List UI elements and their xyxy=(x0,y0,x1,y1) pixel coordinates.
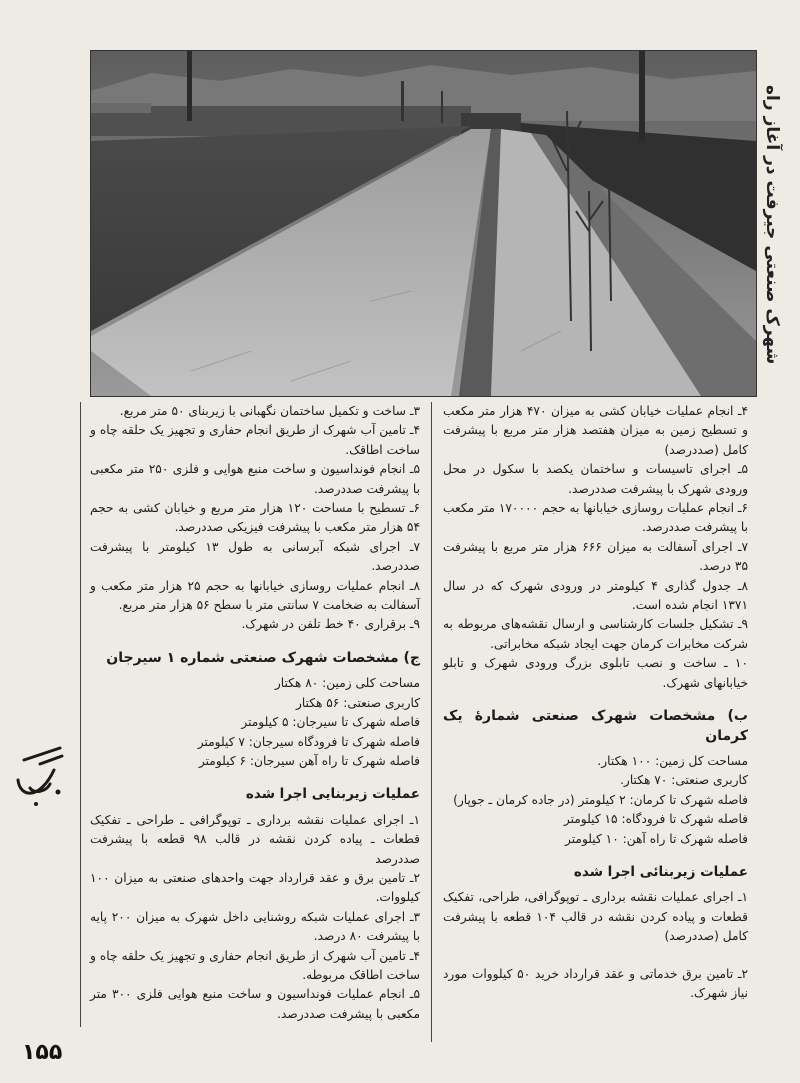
list-item: ۴ـ تامین آب شهرک از طریق انجام حفاری و تجهیز یک حلقه چاه و ساخت اطاقک. xyxy=(90,423,420,457)
section-heading: ج) مشخصات شهرک صنعتی شماره ۱ سیرجان xyxy=(106,649,420,666)
spacer xyxy=(443,947,748,965)
spec-line: فاصله شهرک تا راه آهن سیرجان: ۶ کیلومتر xyxy=(198,753,420,768)
spec-line: مساحت کل زمین: ۱۰۰ هکتار. xyxy=(597,753,748,768)
list-item: ۹ـ تشکیل جلسات کارشناسی و ارسال نقشه‌های مربوطه به شرکت مخابرات کرمان جهت ایجاد شبکه مخابراتی. xyxy=(443,617,748,651)
spec-line: فاصله شهرک تا فرودگاه: ۱۵ کیلومتر xyxy=(563,812,748,827)
ops-heading: عملیات زیربنائی اجرا شده xyxy=(573,863,748,880)
list-item: ۴ـ تامین آب شهرک از طریق انجام حفاری و تجهیز یک حلقه چاه و ساخت اطاقک مربوطه. xyxy=(90,948,420,982)
list-item: ۶ـ انجام عملیات روسازی خیابانها به حجم ۱۷۰۰۰۰ متر مکعب با پیشرفت صددرصد. xyxy=(443,501,748,535)
list-item: ۱۰ ـ ساخت و نصب تابلوی بزرگ ورودی شهرک و تابلو خیابانهای شهرک. xyxy=(443,656,748,690)
right-column xyxy=(443,402,748,1003)
spec-line: کاربری صنعتی: ۷۰ هکتار. xyxy=(620,773,748,788)
spec-line: فاصله شهرک تا راه آهن: ۱۰ کیلومتر xyxy=(565,831,748,846)
list-item: ۲ـ تامین برق خدماتی و عقد قرارداد خرید ۵۰ کیلووات مورد نیاز شهرک. xyxy=(443,966,748,1000)
photo-caption: شهرک صنعتی جیرفت در آغاز راه xyxy=(762,85,782,365)
spec-line: فاصله شهرک تا فرودگاه سیرجان: ۷ کیلومتر xyxy=(197,734,420,749)
page-number: ۱۵۵ xyxy=(22,1040,63,1065)
column-divider xyxy=(431,402,432,1042)
list-item: ۱ـ اجرای عملیات نقشه برداری ـ توپوگرافی ـ طراحی ـ تفکیک قطعات ـ پیاده کردن نقشه در قالب ۹۸ قطعه با پیشرفت صددرصد xyxy=(90,812,420,866)
section-heading: ب) مشخصات شهرک صنعتی شمارهٔ یک کرمان xyxy=(443,708,748,744)
spec-line: فاصله شهرک تا کرمان: ۲ کیلومتر (در جاده کرمان ـ جوپار) xyxy=(453,792,748,807)
spec-line: کاربری صنعتی: ۵۶ هکتار xyxy=(295,695,420,710)
list-item: ۷ـ اجرای شبکه آبرسانی به طول ۱۳ کیلومتر با پیشرفت صددرصد. xyxy=(90,539,420,574)
magazine-logo xyxy=(10,740,72,810)
ops-heading: عملیات زیربنایی اجرا شده xyxy=(245,786,420,803)
list-item: ۲ـ تامین برق و عقد قرارداد جهت واحدهای صنعتی به میزان ۱۰۰ کیلووات. xyxy=(90,870,420,905)
list-item: ۳ـ ساخت و تکمیل ساختمان نگهبانی با زیربنای ۵۰ متر مربع. xyxy=(119,404,420,418)
left-column xyxy=(90,402,420,1024)
list-item: ۹ـ برقراری ۴۰ خط تلفن در شهرک. xyxy=(241,617,420,632)
list-item: ۸ـ انجام عملیات روسازی خیابانها به حجم ۲۵ هزار متر مکعب و آسفالت به ضخامت ۷ سانتی متر با سطح ۵۶ هزار متر مربع. xyxy=(90,578,420,613)
spec-line: فاصله شهرک تا سیرجان: ۵ کیلومتر xyxy=(241,715,420,730)
list-item: ۴ـ انجام عملیات خیابان کشی به میزان ۴۷۰ هزار متر مکعب و تسطیح زمین به میزان هفتصد هزار متر مربع با پیشرفت کامل (صددرصد) xyxy=(443,404,748,457)
list-item: ۶ـ تسطیح با مساحت ۱۲۰ هزار متر مربع و خیابان کشی به حجم ۵۴ هزار متر مکعب با پیشرفت فیزیکی صددرصد. xyxy=(90,501,420,535)
spec-line: مساحت کلی زمین: ۸۰ هکتار xyxy=(274,676,420,691)
list-item: ۱ـ اجرای عملیات نقشه برداری ـ توپوگرافی، طراحی، تفکیک قطعات و پیاده کردن نقشه در قالب ۱۰۴ قطعه با پیشرفت کامل (صددرصد) xyxy=(443,890,748,944)
list-item: ۵ـ اجرای تاسیسات و ساختمان یکصد با سکول در محل ورودی شهرک با پیشرفت صددرصد. xyxy=(443,462,748,496)
list-item: ۳ـ اجرای عملیات شبکه روشنایی داخل شهرک به میزان ۲۰۰ پایه با پیشرفت ۸۰ درصد. xyxy=(90,909,420,944)
list-item: ۵ـ انجام فونداسیون و ساخت منبع هوایی و فلزی ۲۵۰ متر مکعبی با پیشرفت صددرصد. xyxy=(90,462,420,496)
left-margin-rule xyxy=(80,402,81,1027)
list-item: ۸ـ جدول گذاری ۴ کیلومتر در ورودی شهرک که در سال ۱۳۷۱ انجام شده است. xyxy=(443,578,749,613)
list-item: ۷ـ اجرای آسفالت به میزان ۶۶۶ هزار متر مربع با پیشرفت ۳۵ درصد. xyxy=(443,539,748,574)
road-photo xyxy=(90,50,757,397)
list-item: ۵ـ انجام عملیات فونداسیون و ساخت منبع هوایی فلزی ۳۰۰ متر مکعبی با پیشرفت صددرصد. xyxy=(90,987,420,1021)
